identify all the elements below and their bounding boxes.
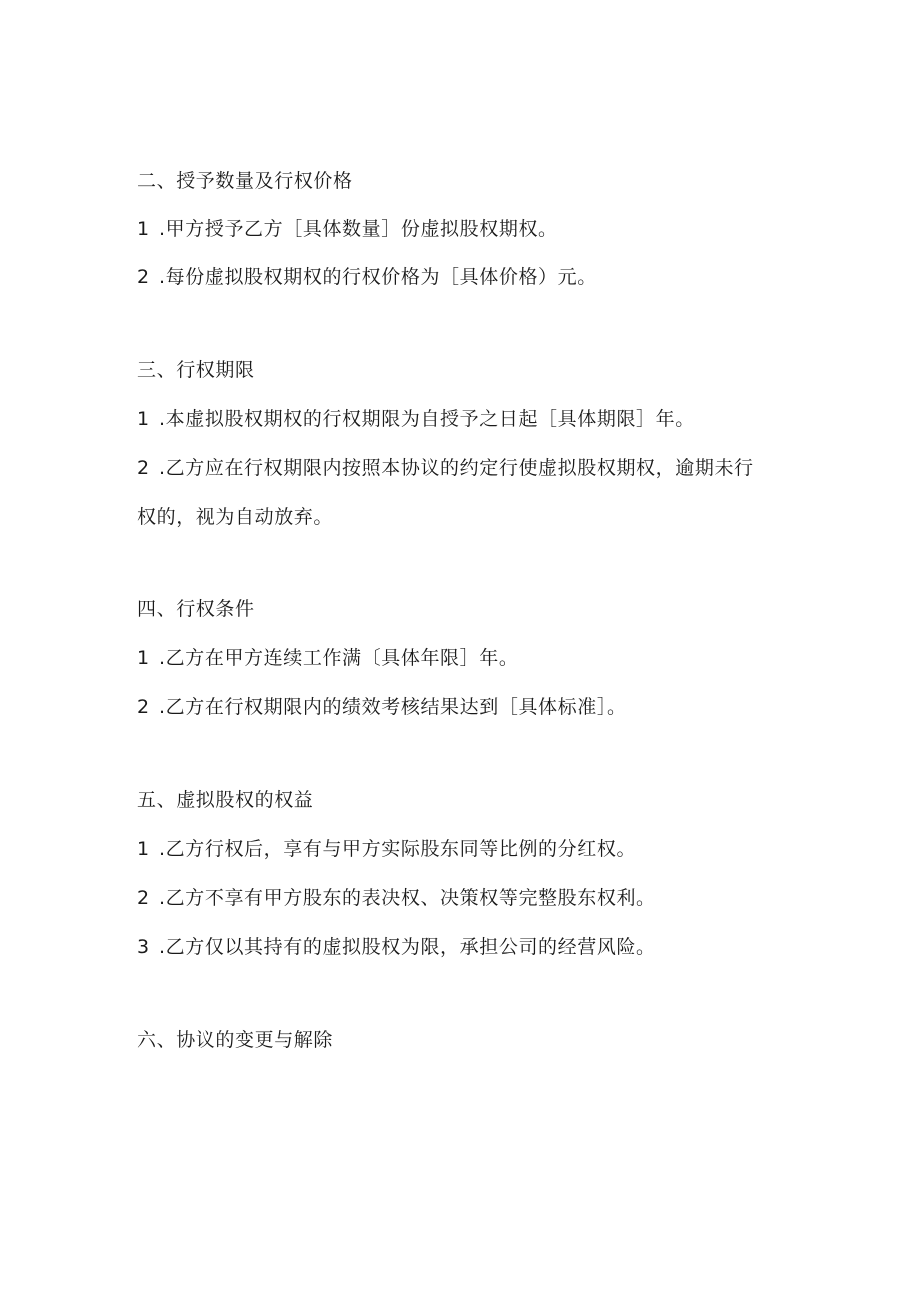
clause-text: .乙方行权后，享有与甲方实际股东同等比例的分红权。	[159, 838, 637, 860]
clause-number: 2	[137, 266, 150, 288]
clause-number: 2	[137, 696, 150, 718]
clause-number: 1	[137, 218, 150, 240]
clause-item	[137, 456, 754, 480]
clause-text: .每份虚拟股权期权的行权价格为［具体价格）元。	[159, 266, 597, 288]
clause-text: .乙方应在行权期限内按照本协议的约定行使虚拟股权期权，逾期未行	[159, 457, 754, 479]
section-heading-amendment: 六、协议的变更与解除	[137, 1029, 334, 1051]
section-heading-grant: 二、授予数量及行权价格	[137, 170, 353, 192]
clause-text: .本虚拟股权期权的行权期限为自授予之日起［具体期限］年。	[159, 408, 695, 430]
section-heading-exercise-period: 三、行权期限	[137, 359, 255, 381]
clause-number: 2	[137, 457, 150, 479]
clause-number: 2	[137, 887, 150, 909]
clause-item	[137, 217, 558, 241]
clause-text: .乙方不享有甲方股东的表决权、决策权等完整股东权利。	[159, 887, 656, 909]
clause-item	[137, 886, 656, 910]
clause-text: .甲方授予乙方［具体数量］份虚拟股权期权。	[159, 218, 558, 240]
clause-number: 1	[137, 408, 150, 430]
clause-item	[137, 935, 656, 959]
clause-number: 1	[137, 838, 150, 860]
clause-number: 3	[137, 936, 150, 958]
clause-item	[137, 695, 627, 719]
clause-text: .乙方仅以其持有的虚拟股权为限，承担公司的经营风险。	[159, 936, 656, 958]
clause-continuation: 权的，视为自动放弃。	[137, 506, 334, 528]
section-heading-equity-rights: 五、虚拟股权的权益	[137, 789, 314, 811]
clause-item	[137, 407, 695, 431]
clause-item	[137, 265, 597, 289]
clause-item	[137, 837, 636, 861]
section-heading-exercise-conditions: 四、行权条件	[137, 598, 255, 620]
clause-number: 1	[137, 647, 150, 669]
clause-text: .乙方在行权期限内的绩效考核结果达到［具体标准］。	[159, 696, 627, 718]
clause-item	[137, 646, 518, 670]
clause-text: .乙方在甲方连续工作满〔具体年限］年。	[159, 647, 519, 669]
